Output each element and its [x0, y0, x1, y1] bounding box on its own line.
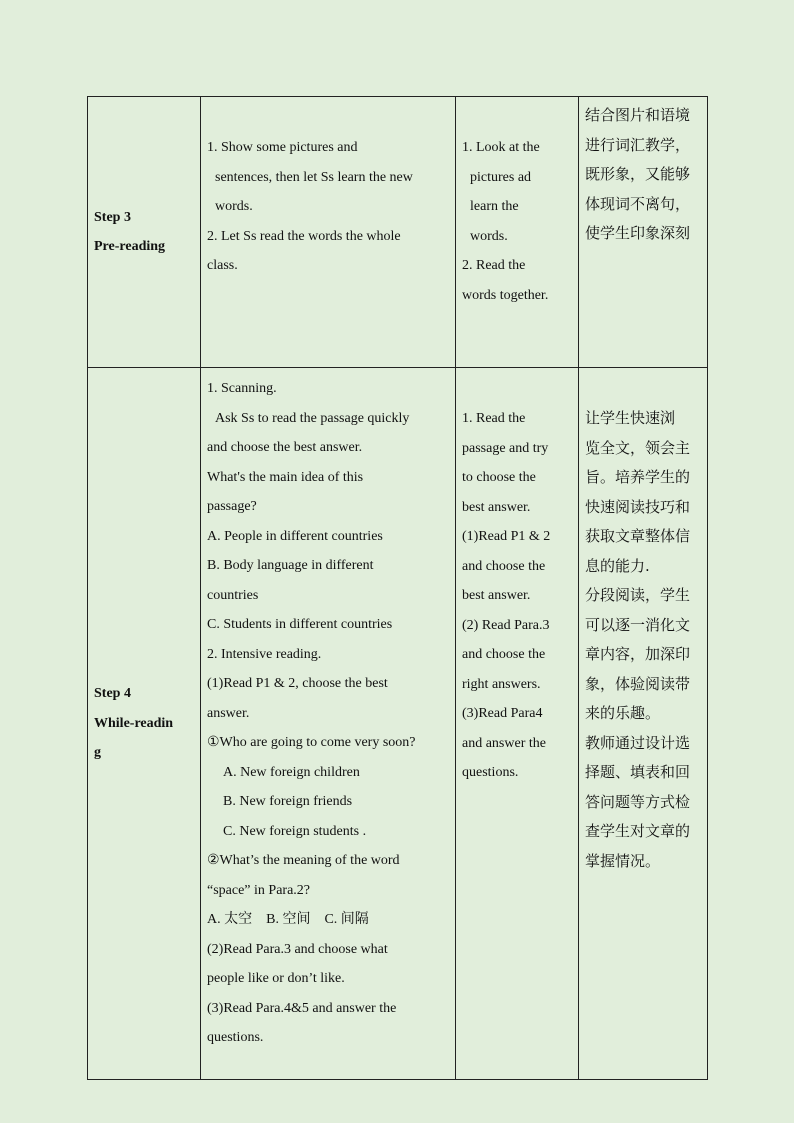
text-line: right answers. [462, 676, 541, 692]
text-line: 1. Scanning. [207, 381, 277, 396]
text-line: 2. Read the [462, 258, 526, 273]
text-line: and choose the best answer. [207, 440, 363, 455]
step-name-continued: g [94, 745, 101, 761]
text-line: answer. [207, 705, 250, 721]
text-line: words together. [462, 287, 549, 303]
text-line: 息的能力. [585, 556, 650, 575]
text-line: 使学生印象深刻 [585, 224, 691, 242]
text-line: 章内容，加深印 [585, 645, 691, 663]
text-line: 来的乐趣。 [585, 704, 661, 722]
text-line: best answer. [462, 499, 531, 515]
text-line: and choose the [462, 558, 546, 574]
text-line: B. New foreign friends [223, 794, 353, 809]
text-line: 答问题等方式检 [585, 792, 691, 811]
text-line: 进行词汇教学， [585, 135, 691, 154]
text-line: B. Body language in different [207, 558, 374, 573]
step-title: Step 3 [94, 209, 131, 225]
text-line: people like or don’t like. [207, 971, 345, 986]
text-line: 让学生快速浏 [585, 409, 676, 427]
step-name: While-readin [94, 715, 174, 731]
text-line: class. [207, 258, 238, 273]
text-line: 结合图片和语境 [585, 106, 691, 124]
text-line: 分段阅读，学生 [585, 586, 691, 604]
text-line: 1. Read the [462, 411, 526, 426]
purpose-cell [579, 97, 708, 368]
text-line: A. People in different countries [207, 528, 383, 544]
text-line: 可以逐一消化文 [585, 615, 691, 634]
text-line: learn the [470, 199, 519, 214]
text-line: A. New foreign children [223, 764, 360, 780]
text-line: 择题、填表和回 [585, 763, 691, 781]
text-line: C. New foreign students . [223, 823, 367, 839]
text-line: 1. Look at the [462, 140, 540, 155]
teacher-activity-cell [201, 97, 456, 368]
text-line: words. [215, 199, 253, 214]
text-line: ①Who are going to come very soon? [207, 735, 416, 750]
lesson-plan-table [87, 96, 708, 1080]
table-row [88, 97, 708, 368]
step-name: Pre-reading [94, 239, 166, 254]
text-line: Ask Ss to read the passage quickly [215, 410, 410, 426]
step-cell [88, 368, 201, 1080]
text-line: (1)Read P1 & 2 [462, 529, 551, 544]
text-line: “space” in Para.2? [207, 882, 310, 898]
text-line: passage and try [462, 440, 549, 456]
text-line: 2. Intensive reading. [207, 646, 322, 662]
text-line: pictures ad [470, 169, 532, 185]
text-line: 快速阅读技巧和 [585, 497, 691, 516]
text-line: 查学生对文章的 [585, 822, 691, 840]
text-line: 象，体验阅读带 [585, 674, 691, 693]
text-line: best answer. [462, 588, 531, 603]
table-row [88, 368, 708, 1080]
text-line: ②What’s the meaning of the word [207, 853, 400, 868]
text-line: 获取文章整体信 [585, 527, 691, 545]
text-line: 览全文，领会主 [585, 438, 691, 457]
step-cell [88, 97, 201, 368]
text-line: 体现词不离句， [585, 194, 691, 213]
text-line: 既形象，又能够 [585, 165, 691, 183]
text-line: 教师通过设计选 [585, 733, 691, 752]
text-line: questions. [207, 1030, 264, 1045]
text-line: What's the main idea of this [207, 469, 364, 485]
student-activity-cell [456, 368, 579, 1080]
text-line: A. 太空 B. 空间 C. 间隔 [207, 912, 369, 927]
text-line: countries [207, 587, 259, 603]
text-line: C. Students in different countries [207, 617, 393, 632]
text-line: 1. Show some pictures and [207, 140, 358, 155]
text-line: (3)Read Para4 [462, 706, 543, 721]
text-line: to choose the [462, 470, 536, 485]
purpose-cell [579, 368, 708, 1080]
teacher-activity-cell [201, 368, 456, 1080]
text-line: and answer the [462, 735, 546, 751]
text-line: 旨。培养学生的 [585, 468, 691, 486]
step-title: Step 4 [94, 686, 131, 702]
text-line: (1)Read P1 & 2, choose the best [207, 676, 388, 691]
text-line: (2) Read Para.3 [462, 617, 550, 633]
text-line: words. [470, 228, 508, 244]
text-line: and choose the [462, 647, 546, 662]
text-line: 2. Let Ss read the words the whole [207, 228, 401, 244]
text-line: (2)Read Para.3 and choose what [207, 941, 388, 957]
text-line: 掌握情况。 [585, 851, 661, 870]
text-line: (3)Read Para.4&5 and answer the [207, 1000, 397, 1016]
student-activity-cell [456, 97, 579, 368]
text-line: sentences, then let Ss learn the new [215, 169, 413, 185]
text-line: questions. [462, 765, 519, 780]
text-line: passage? [207, 499, 257, 514]
